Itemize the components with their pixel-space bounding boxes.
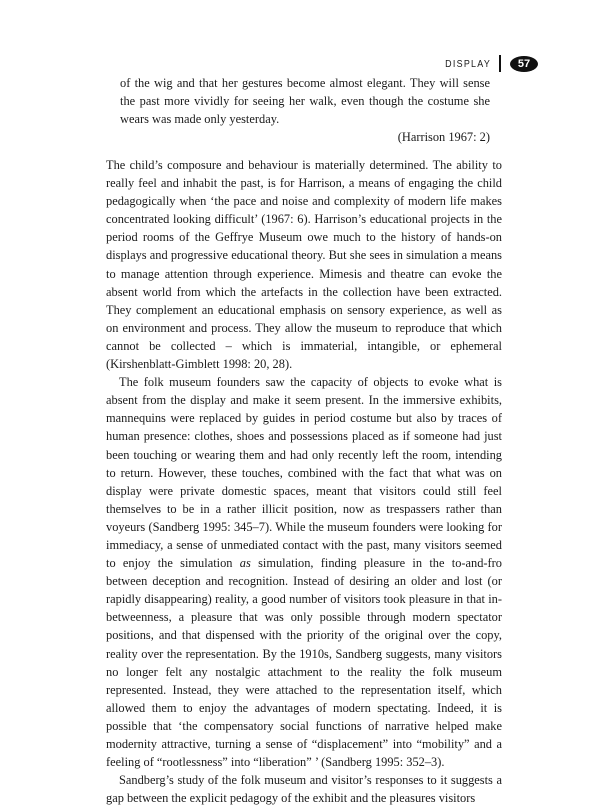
body-text	[106, 156, 502, 807]
page-number: 57	[510, 56, 538, 72]
paragraph-1: The child’s composure and behaviour is materially determined. The ability to really feel and inhabit the past, is for Harrison, a means of engaging the child pedagogically when ‘the pace and noise and complexity of modern life makes concentrated looking difficult’ (1967: 6). Harrison’s educational projects in the period rooms of the Geffrye Museum owe much to the history of hands-on displays and progressive educational theory. But she sees in simulation a means to manage attention through experience. Mimesis and theatre can evoke the absent world from which the artefacts in the collection have been extracted. They complement an educational emphasis on sensory experience, as well as on environment and process. They allow the museum to reproduce that which cannot be collected – which is immaterial, intangible, or ephemeral (Kirshenblatt-Gimblett 1998: 20, 28).	[106, 158, 502, 372]
paragraph-3: Sandberg’s study of the folk museum and visitor’s responses to it suggests a gap between the explicit pedagogy of the exhibit and the pleasures visitors	[106, 773, 502, 806]
quote-citation: (Harrison 1967: 2)	[397, 130, 490, 145]
paragraph-2-emphasis: as	[239, 556, 251, 571]
block-quote	[120, 74, 490, 146]
paragraph-2-part-1: The folk museum founders saw the capacity of objects to evoke what is absent from the display and make it seem present. In the immersive exhibits, mannequins were replaced by guides in period costume but also by traces of human presence: clothes, shoes and possessions placed as if someone had just been touching or wearing them and had only recently left the room, intending to return. However, these touches, combined with the fact that what was on display were private domestic spaces, meant that visitors could still feel themselves to be in a rather illicit position, now as trespassers rather than voyeurs (Sandberg 1995: 345–7). While the museum founders were looking for immediacy, a sense of unmediated contact with the past, many visitors seemed to enjoy the simulation	[106, 375, 502, 571]
running-head-title: DISPLAY	[445, 57, 491, 70]
paragraph-2	[106, 373, 502, 771]
running-header	[437, 55, 538, 72]
paragraph-2-part-2: simulation, finding pleasure in the to-and-fro between deception and recognition. Instead of desiring an older and lost (or rapidly disappearing) reality, a good number of visitors took pleasure in that in-betweenness, a pleasure that was only possible through modern spectator positions, and that dispensed with the priority of the original over the copy, reality over the representation. By the 1910s, Sandberg suggests, many visitors no longer felt any nostalgic attachment to the reality the folk museum represented. Instead, they were attached to the representation itself, which allowed them to enjoy the advantages of modern spectating. Indeed, it is possible that ‘the compensatory social functions of narrative helped make modernity attractive, turning a sense of “displacement” into “mobility” and a feeling of “rootlessness” into “liberation” ’ (Sandberg 1995: 352–3).	[106, 556, 502, 770]
quote-text: of the wig and that her gestures become almost elegant. They will sense the past more vividly for seeing her walk, even though the costume she wears was made only yesterday.	[120, 76, 490, 127]
header-divider	[499, 55, 501, 72]
